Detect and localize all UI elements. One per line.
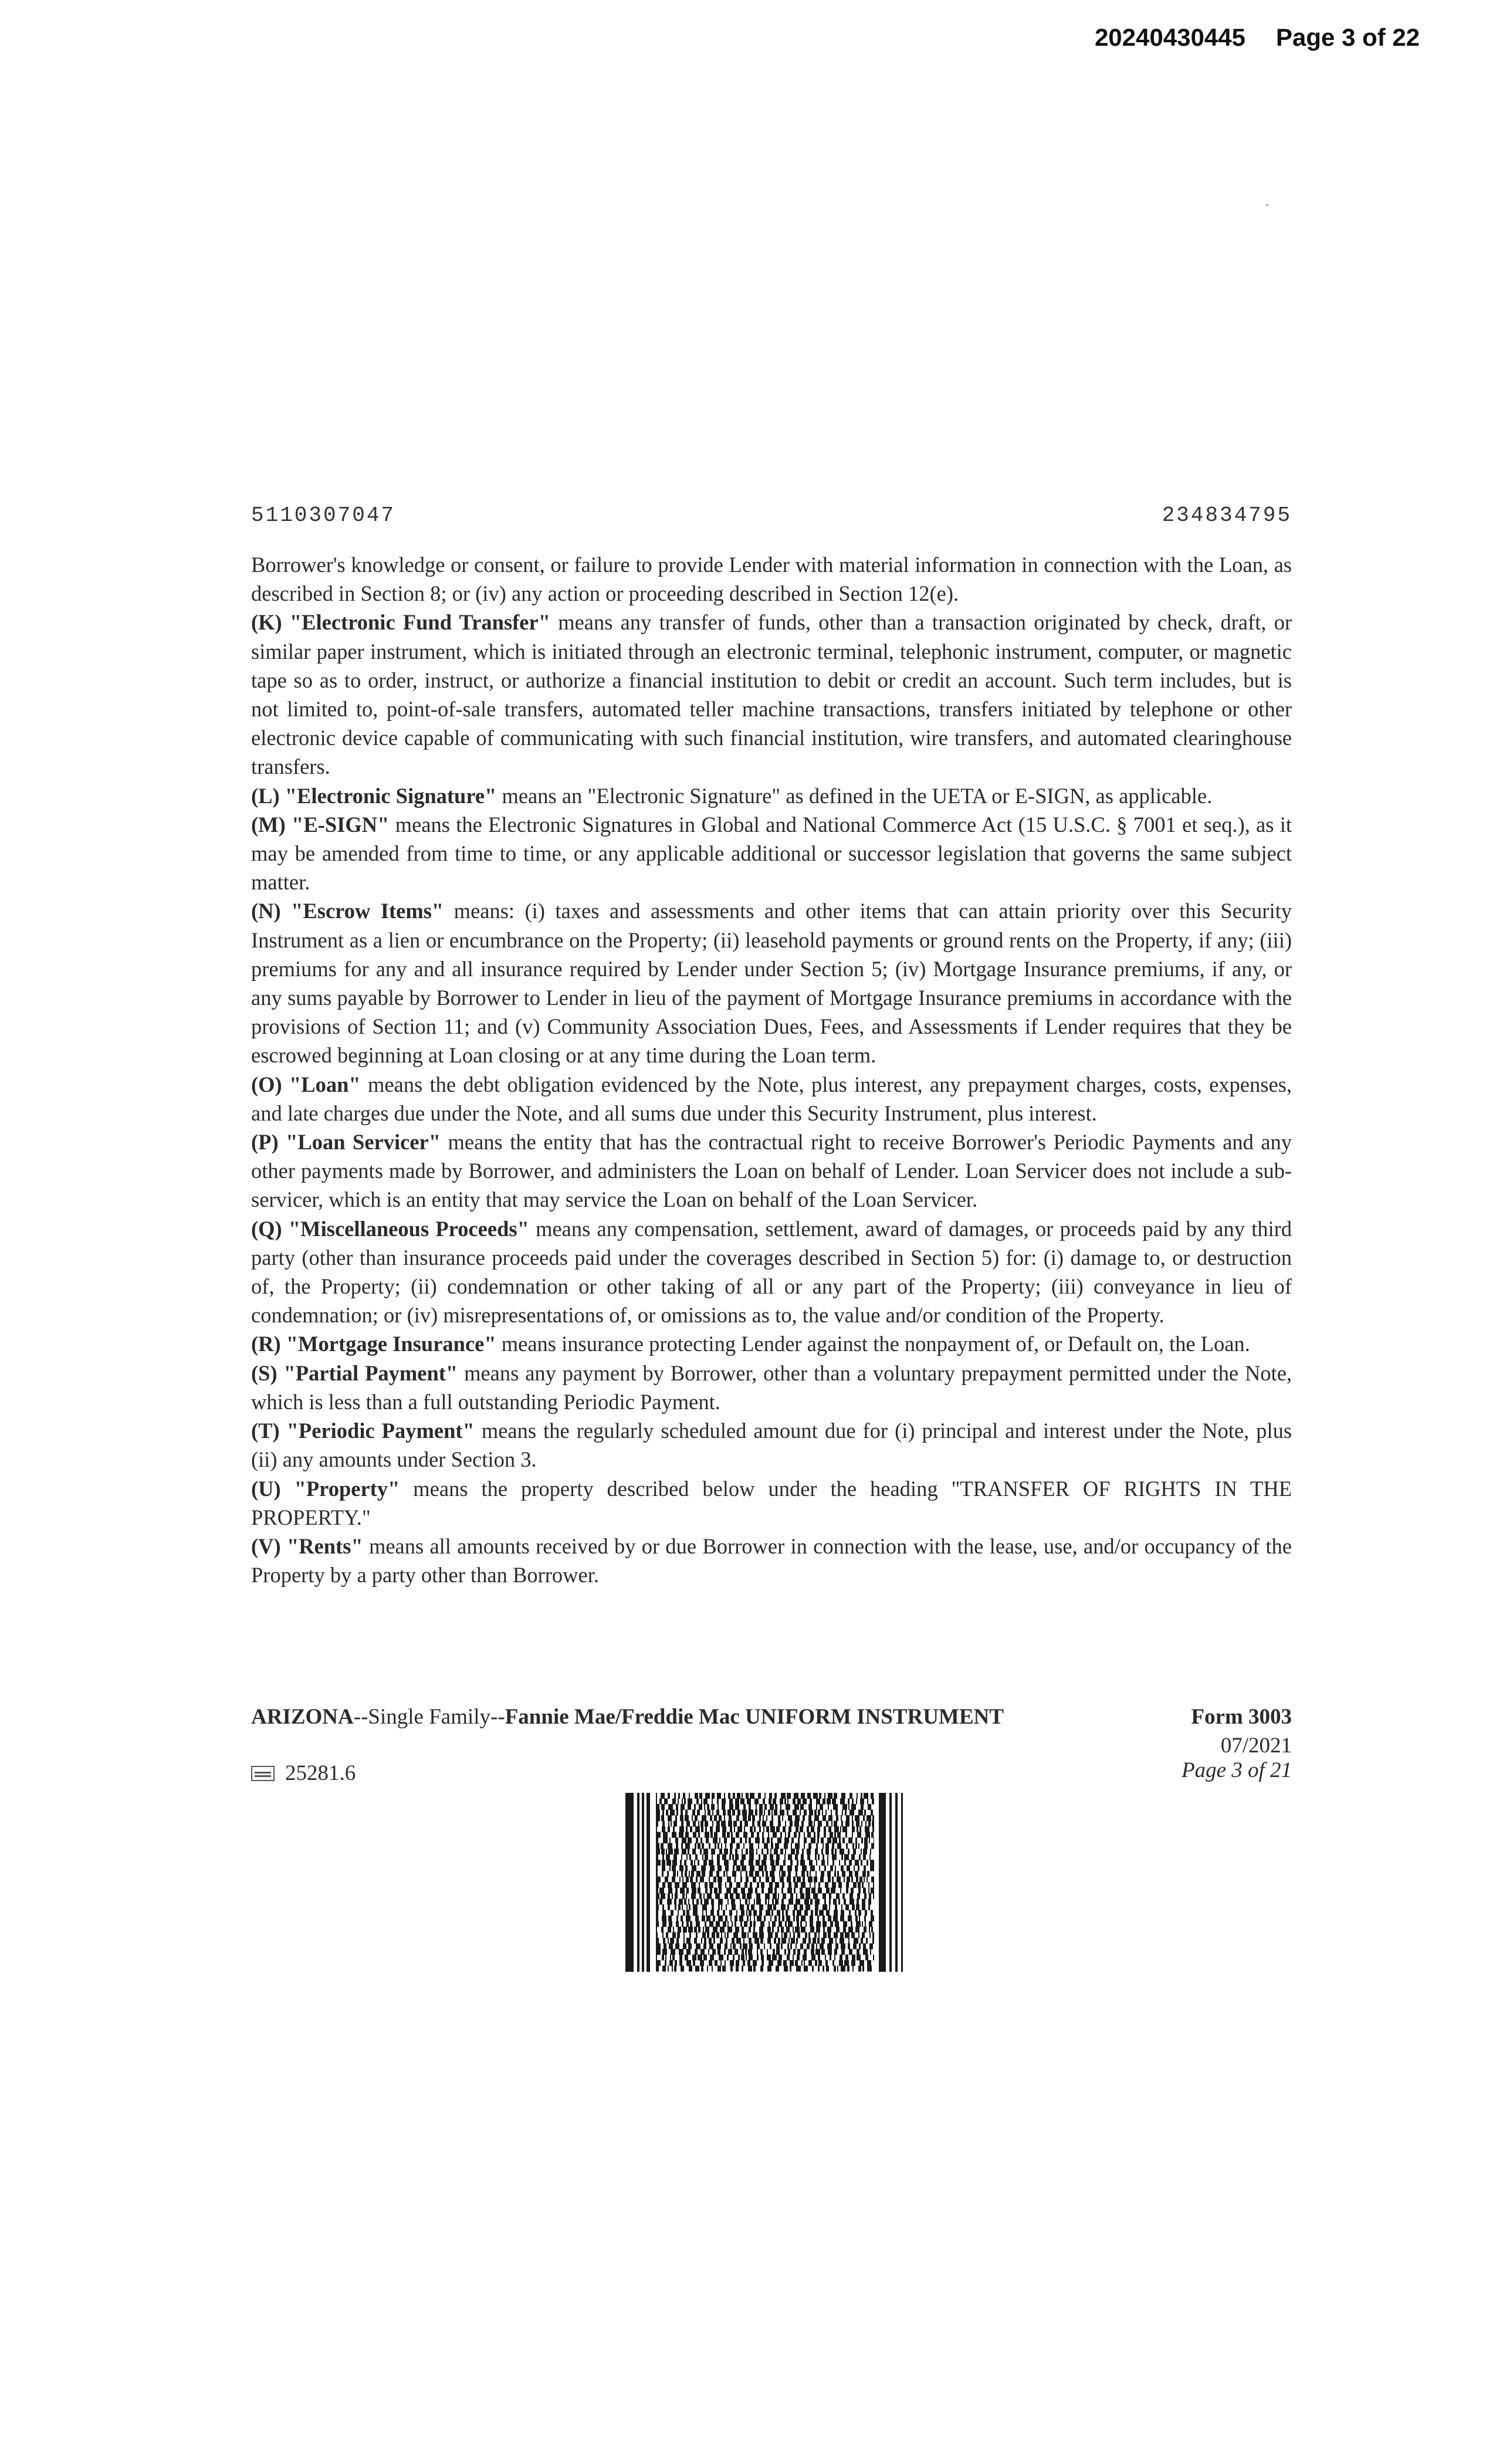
pdf417-barcode [625,1793,907,1972]
definition-term-name: "Escrow Items" [291,899,444,923]
definition-term-name: "Loan Servicer" [286,1130,441,1155]
definition-term-name: "Mortgage Insurance" [286,1332,496,1356]
definition-term: (N) [251,899,281,923]
loan-number: 5110307047 [251,503,396,527]
definition-term-name: "Loan" [289,1072,361,1096]
definition-term-name: "Periodic Payment" [286,1419,475,1443]
definition-paragraph [251,608,1292,781]
definition-term-name: "Rents" [286,1534,363,1558]
definition-paragraph [251,1070,1292,1128]
definition-term-name: "Partial Payment" [283,1360,458,1385]
definition-term-name: "Electronic Signature" [285,783,497,808]
definition-paragraph [251,1128,1292,1214]
form-page-number: Page 3 of 21 [1181,1758,1292,1782]
scan-speck [1266,204,1268,206]
form-date: 07/2021 [1220,1734,1292,1758]
continuation-paragraph: Borrower's knowledge or consent, or failure to provide Lender with material information in connection with the Loan, as described in Section 8; or (iv) any action or proceeding described in Section 12(e). [251,553,1292,606]
definition-term: (U) [251,1476,281,1501]
recording-number: 20240430445 [1094,23,1245,51]
definition-paragraph [251,1329,1292,1358]
loan-id-row [251,503,1292,527]
form-footer-title [251,1704,1292,1729]
definition-paragraph [251,1416,1292,1474]
definition-text: means any payment by Borrower, other than a voluntary prepayment permitted under the Note, which is less than a full outstanding Periodic Payment. [251,1360,1292,1414]
definition-paragraph [251,1474,1292,1532]
definition-paragraph [251,781,1292,810]
footer-instrument-type: --Single Family-- [353,1705,505,1729]
definition-text: means the debt obligation evidenced by the Note, plus interest, any prepayment charges, costs, expenses, and late charges due under the Note, and all sums due under this Security Instrument, plus interest. [251,1072,1292,1125]
definition-text: means any compensation, settlement, award of damages, or proceeds paid by any third party (other than insurance proceeds paid under the coverages described in Section 5) for: (i) damage to, or destruction of, the Property; (ii) condemnation or other taking of all or any part of the Property; (iii) conveyance in lieu of condemnation; or (iv) misrepresentations of, or omissions as to, the value and/or condition of the Property. [251,1216,1292,1328]
definition-term: (K) [251,610,282,635]
definition-term: (V) [251,1534,281,1558]
definition-paragraph [251,1359,1292,1416]
definition-paragraph [251,1214,1292,1330]
definition-text: means all amounts received by or due Borrower in connection with the lease, use, and/or occupancy of the Property by a party other than Borrower. [251,1534,1292,1588]
definition-paragraph [251,1532,1292,1589]
instrument-title [251,1704,1004,1729]
definition-term-name: "Property" [294,1476,400,1501]
definitions-body [251,550,1292,1589]
doc-code-number: 25281.6 [285,1761,356,1785]
footer-state: ARIZONA [251,1705,354,1729]
footer-instrument-name: Fannie Mae/Freddie Mac UNIFORM INSTRUMENT [505,1705,1004,1729]
document-code [251,1761,356,1786]
recording-header [1095,23,1420,52]
definition-term: (M) [251,812,286,837]
definition-term-name: "E-SIGN" [292,812,390,837]
definitions-list [251,608,1292,1589]
definition-text: means the entity that has the contractual right to receive Borrower's Periodic Payments and any other payments made by Borrower, and administers the Loan on behalf of Lender. Loan Servicer does not include a sub-servicer, which is an entity that may service the Loan on behalf of the Loan Servicer. [251,1130,1292,1212]
definition-term: (P) [251,1130,279,1155]
definition-term: (T) [251,1419,280,1443]
definition-term-name: "Miscellaneous Proceeds" [288,1216,529,1241]
definition-text: means any transfer of funds, other than a transaction originated by check, draft, or similar paper instrument, which is initiated through an electronic terminal, telephonic instrument, computer, or magnetic tape so as to order, instruct, or authorize a financial institution to debit or credit an account. Such term includes, but is not limited to, point-of-sale transfers, automated teller machine transactions, transfers initiated by telephone or other electronic device capable of communicating with such financial institution, wire transfers, and automated clearinghouse transfers. [251,610,1292,779]
definition-paragraph [251,896,1292,1069]
definition-term: (O) [251,1072,282,1096]
definition-text: means an "Electronic Signature" as defined in the UETA or E-SIGN, as applicable. [502,783,1213,808]
document-vendor-icon [251,1766,275,1781]
definition-text: means the Electronic Signatures in Global and National Commerce Act (15 U.S.C. § 7001 et seq.), as it may be amended from time to time, or any applicable additional or successor legislation that governs the same subject matter. [251,812,1292,895]
definition-term: (S) [251,1360,277,1385]
definition-term: (R) [251,1332,281,1356]
definition-text: means the regularly scheduled amount due for (i) principal and interest under the Note, plus (ii) any amounts under Section 3. [251,1419,1292,1472]
form-number: Form 3003 [1191,1705,1292,1729]
definition-text: means insurance protecting Lender against the nonpayment of, or Default on, the Loan. [501,1332,1250,1356]
definition-term-name: "Electronic Fund Transfer" [289,610,550,635]
definition-paragraph [251,810,1292,897]
definition-text: means the property described below under the heading "TRANSFER OF RIGHTS IN THE PROPERTY." [251,1476,1292,1529]
min-number: 234834795 [1162,503,1292,527]
definition-term: (L) [251,783,280,808]
recording-page-label: Page 3 of 22 [1275,23,1420,51]
definition-term: (Q) [251,1216,282,1241]
definition-text: means: (i) taxes and assessments and other items that can attain priority over this Security Instrument as a lien or encumbrance on the Property; (ii) leasehold payments or ground rents on the Property, if any; (iii) premiums for any and all insurance required by Lender under Section 5; (iv) Mortgage Insurance premiums, if any, or any sums payable by Borrower to Lender in lieu of the payment of Mortgage Insurance premiums in accordance with the provisions of Section 11; and (v) Community Association Dues, Fees, and Assessments if Lender requires that they be escrowed beginning at Loan closing or at any time during the Loan term. [251,899,1292,1068]
